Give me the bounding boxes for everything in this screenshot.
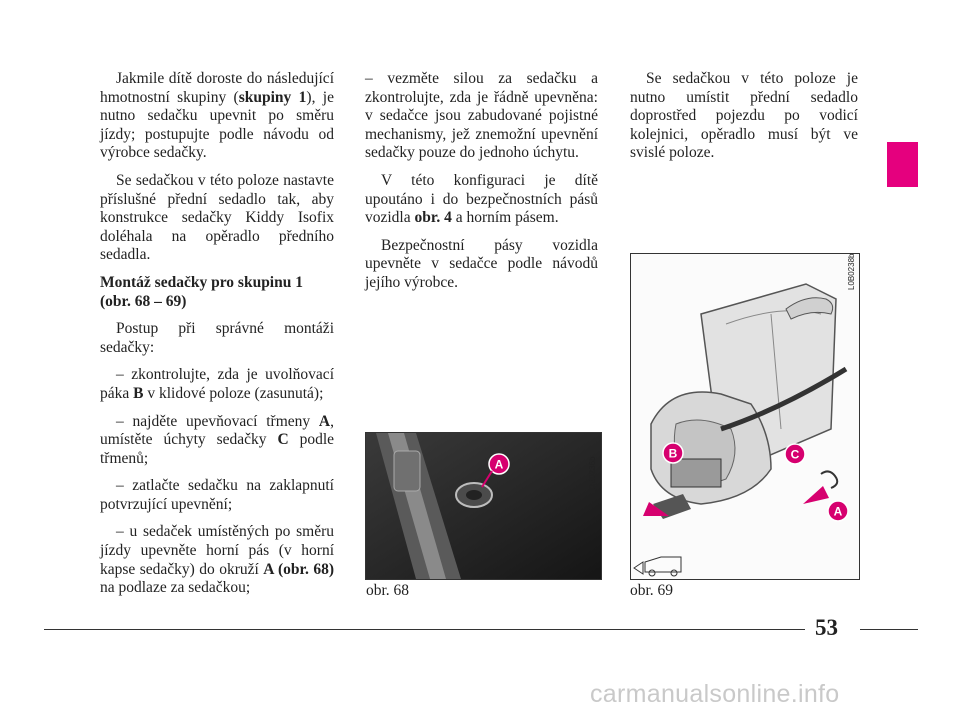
paragraph-seat-adjust: Se sedačkou v této poloze nastavte příslušné přední sedadlo tak, aby konstrukce sedačky Kiddy Isofix doléhala na opěradlo předního sedadla. (100, 171, 334, 264)
paragraph-group-intro: Jakmile dítě doroste do následující hmotnostní skupiny (skupiny 1), je nutno sedačku upevnit po směru jízdy; postupujte podle návodu od výrobce sedačky. (100, 70, 334, 162)
page-number: 53 (815, 615, 838, 640)
text-column-right (630, 70, 858, 172)
paragraph-front-seat-position: Se sedačkou v této poloze je nutno umístit přední sedadlo doprostřed pojezdu po vodicí kolejnici, opěradlo musí být ve svislé poloze. (630, 70, 858, 162)
step-top-strap: – u sedaček umístěných po směru jízdy upevněte horní pás (v horní kapse sedačky) do okruží A (obr. 68) na podlaze za sedačkou; (100, 523, 334, 597)
figure-code: L0B0238b (847, 253, 856, 290)
arrow-push (803, 486, 829, 504)
paragraph-procedure-intro: Postup při správné montáži sedačky: (100, 320, 334, 356)
paragraph-belts: Bezpečnostní pásy vozidla upevněte v sedačce podle návodů jejího výrobce. (365, 236, 598, 291)
figure-code: L0B0236b (588, 456, 597, 493)
paragraph-configuration: V této konfiguraci je dítě upoutáno i do bezpečnostních pásů vozidla obr. 4 a horním pásem. (365, 171, 598, 227)
floor-anchor-hole (466, 490, 482, 500)
figure-69-child-seat (630, 253, 860, 580)
section-heading: Montáž sedačky pro skupinu 1 (100, 273, 303, 291)
rail-bracket (394, 451, 420, 491)
figure-68-floor-anchor (365, 432, 602, 580)
step-find-brackets: – najděte upevňovací třmeny A, umístěte úchyty sedačky C podle třmenů; (100, 412, 335, 467)
footer-rule-right (860, 629, 918, 630)
text-column-middle (365, 70, 598, 302)
figure-69-caption: obr. 69 (630, 582, 674, 599)
isofix-base (671, 459, 721, 487)
step-push-seat: – zatlačte sedačku na zaklapnutí potvrzující upevnění; (100, 477, 334, 513)
label-b: B (668, 446, 678, 461)
section-heading-ref: (obr. 68 – 69) (100, 292, 187, 310)
figure-68-caption: obr. 68 (366, 582, 410, 599)
floor-anchor-illustration (366, 433, 601, 579)
label-a: A (494, 457, 504, 472)
anchor-strap-loop (821, 471, 837, 488)
step-check-lever: – zkontrolujte, zda je uvolňovací páka B v klidové poloze (zasunutá); (100, 366, 334, 402)
child-seat-illustration (631, 254, 859, 579)
text-column-left (100, 70, 334, 607)
watermark: carmanualsonline.info (590, 680, 840, 708)
label-c: C (790, 447, 800, 462)
vehicle-direction-icon (634, 557, 681, 576)
footer-rule-left (44, 629, 805, 630)
section-tab-marker (887, 142, 918, 187)
step-check-fixed: – vezměte silou za sedačku a zkontrolujte, zda je řádně upevněna: v sedačce jsou zabudované pojistné mechanismy, jež znemožní upevnění sedačky pouze do jednoho úchytu. (365, 70, 598, 162)
label-a: A (833, 504, 843, 519)
